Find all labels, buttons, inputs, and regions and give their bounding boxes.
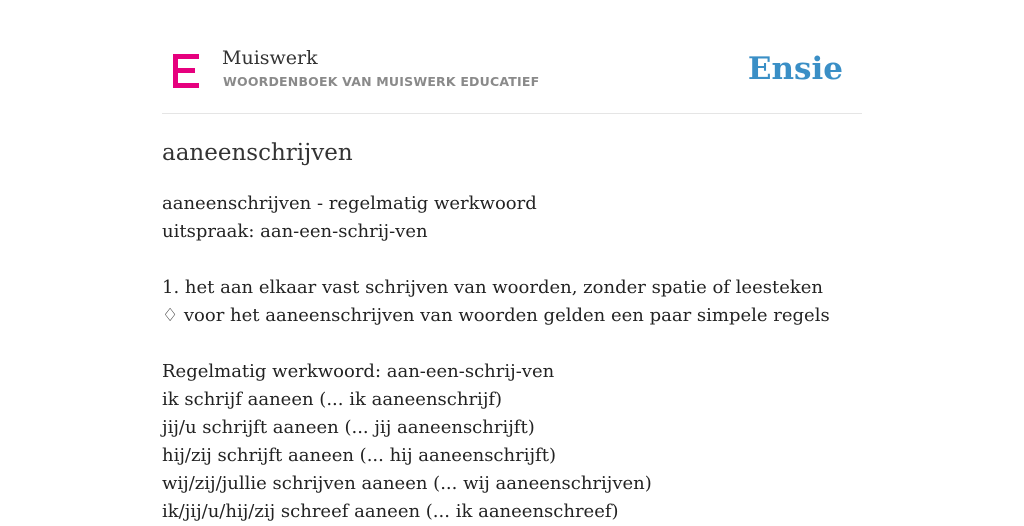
entry-line	[162, 330, 862, 358]
source-name[interactable]: Muiswerk	[222, 47, 318, 69]
entry-line: jij/u schrijft aaneen (... jij aaneenschrijft)	[162, 417, 535, 438]
entry-title: aaneenschrijven	[162, 140, 353, 166]
entry-line: ♢ voor het aaneenschrijven van woorden gelden een paar simpele regels	[162, 305, 830, 326]
source-header	[162, 0, 862, 114]
entry-line: hij/zij schrijft aaneen (... hij aaneenschrijft)	[162, 445, 556, 466]
page-container	[162, 0, 862, 522]
entry-line: 1. het aan elkaar vast schrijven van woorden, zonder spatie of leesteken	[162, 277, 823, 298]
entry-body	[162, 190, 862, 526]
entry-line: ik/jij/u/hij/zij schreef aaneen (... ik aaneenschreef)	[162, 501, 619, 522]
source-subtitle: WOORDENBOEK VAN MUISWERK EDUCATIEF	[223, 74, 540, 89]
entry-line: wij/zij/jullie schrijven aaneen (... wij aaneenschrijven)	[162, 473, 652, 494]
ensie-brand-link[interactable]: Ensie	[747, 51, 843, 87]
muiswerk-logo-icon[interactable]	[173, 54, 199, 88]
entry-line: aaneenschrijven - regelmatig werkwoord	[162, 193, 537, 214]
entry-line	[162, 246, 862, 274]
entry-line: ik schrijf aaneen (... ik aaneenschrijf)	[162, 389, 503, 410]
entry-line: Regelmatig werkwoord: aan-een-schrij-ven	[162, 361, 555, 382]
entry-line: uitspraak: aan-een-schrij-ven	[162, 221, 428, 242]
